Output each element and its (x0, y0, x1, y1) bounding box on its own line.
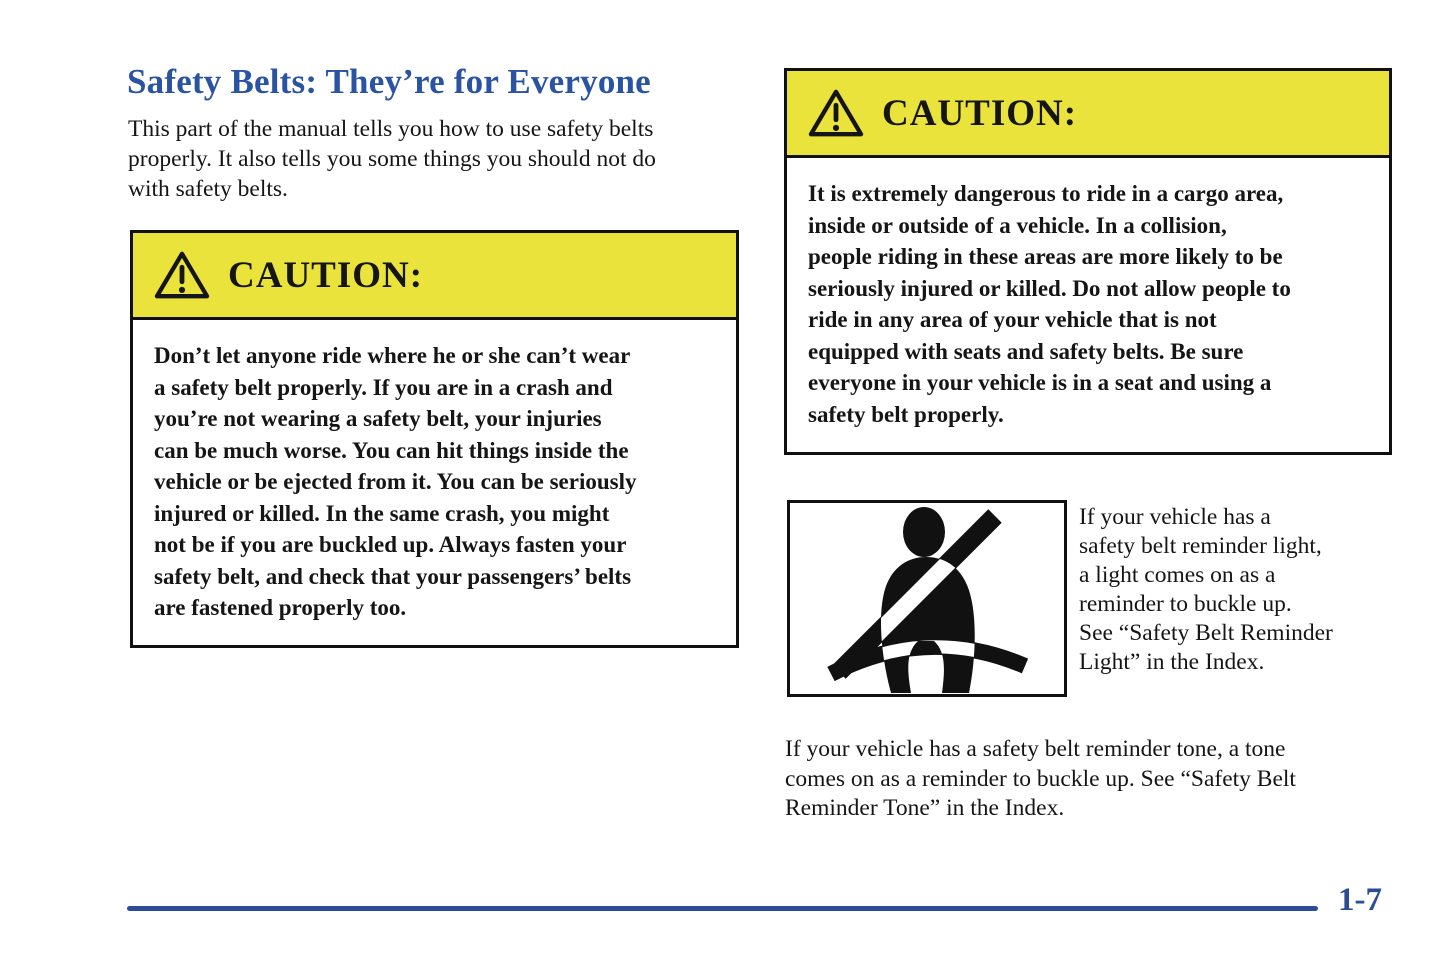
text-line: safety belt reminder light, (1079, 533, 1322, 559)
caution-line: everyone in your vehicle is in a seat and using a (808, 370, 1272, 395)
warning-triangle-icon (807, 87, 865, 139)
text-line: Reminder Tone” in the Index. (785, 795, 1065, 821)
caution-label: CAUTION: (228, 254, 424, 296)
text-line: reminder to buckle up. (1079, 591, 1292, 617)
caution-line: you’re not wearing a safety belt, your injuries (154, 406, 602, 431)
caution-body (133, 320, 736, 624)
intro-line: This part of the manual tells you how to use safety belts (128, 116, 654, 142)
text-line: If your vehicle has a safety belt reminder tone, a tone (785, 736, 1286, 762)
caution-box-cargo-area (784, 68, 1392, 455)
caution-line: equipped with seats and safety belts. Be sure (808, 338, 1244, 364)
caution-line: injured or killed. In the same crash, you might (154, 500, 610, 526)
caution-line: safety belt, and check that your passengers’ belts (154, 563, 632, 589)
caution-line: seriously injured or killed. Do not allow people to (808, 275, 1291, 301)
reminder-tone-paragraph (785, 735, 1296, 824)
page-number: 1-7 (1338, 882, 1382, 918)
caution-line: Don’t let anyone ride where he or she can’t wear (154, 343, 631, 368)
caution-line: can be much worse. You can hit things inside the (154, 437, 629, 463)
reminder-light-paragraph (1079, 503, 1333, 677)
text-line: Light” in the Index. (1079, 649, 1265, 675)
caution-line: inside or outside of a vehicle. In a collision, (808, 212, 1227, 238)
intro-paragraph (128, 114, 656, 204)
page-title: Safety Belts: They’re for Everyone (127, 62, 651, 101)
seat-belt-icon (787, 500, 1067, 697)
caution-box-riding-unbelted (130, 230, 739, 648)
caution-line: vehicle or be ejected from it. You can be seriously (154, 469, 637, 494)
caution-header (787, 71, 1389, 158)
caution-header (133, 233, 736, 320)
intro-line: properly. It also tells you some things you should not do (128, 146, 656, 172)
caution-line: It is extremely dangerous to ride in a cargo area, (808, 181, 1284, 206)
caution-line: ride in any area of your vehicle that is not (808, 307, 1217, 332)
caution-line: are fastened properly too. (154, 595, 407, 620)
caution-body (787, 158, 1389, 430)
text-line: comes on as a reminder to buckle up. See “Safety Belt (785, 765, 1296, 792)
caution-line: people riding in these areas are more likely to be (808, 244, 1283, 269)
seat-belt-pictogram (787, 500, 1067, 697)
caution-line: not be if you are buckled up. Always fasten your (154, 532, 627, 557)
text-line: See “Safety Belt Reminder (1079, 620, 1333, 646)
caution-line: safety belt properly. (808, 401, 1004, 427)
caution-line: a safety belt properly. If you are in a crash and (154, 374, 613, 400)
footer-rule (127, 906, 1318, 911)
intro-line: with safety belts. (128, 176, 288, 202)
text-line: a light comes on as a (1079, 562, 1276, 588)
text-line: If your vehicle has a (1079, 504, 1271, 530)
warning-triangle-icon (153, 249, 211, 301)
caution-label: CAUTION: (882, 92, 1078, 134)
